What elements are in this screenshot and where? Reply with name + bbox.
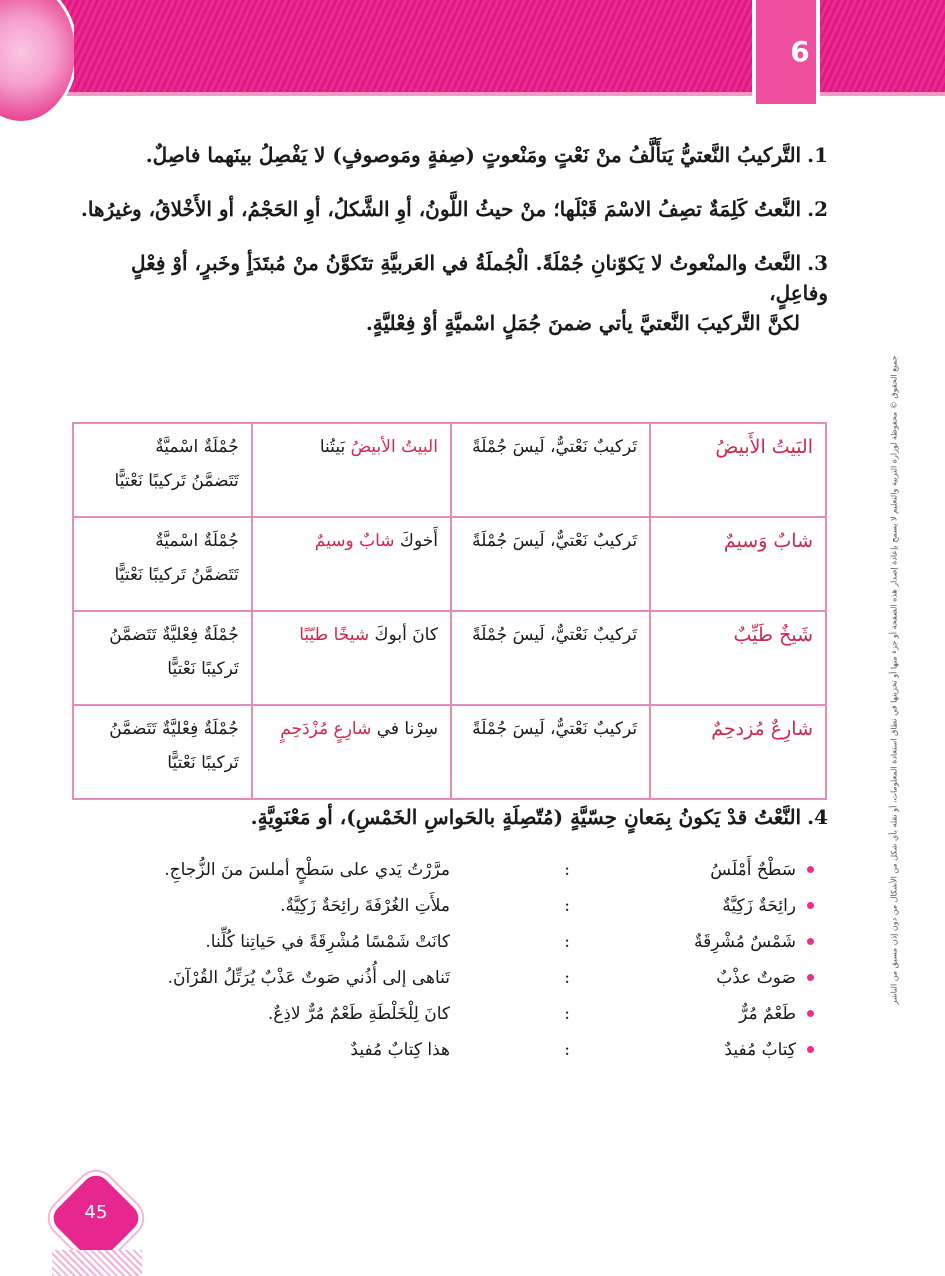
rule-number: 1. [807,143,828,167]
type-cell: تَركيبٌ نَعْتيٌّ، لَيسَ جُمْلَةً [451,423,650,517]
list-item [100,1004,820,1040]
category-line: جُمْلَةٌ فِعْليَّةٌ تَتَضمَّنُ [109,719,239,739]
examples-table [72,422,827,800]
sentence-cell [252,705,451,799]
sentence-after: بَيتُنا [319,437,351,457]
list-item [100,968,820,1004]
sense-colon: : [564,932,570,952]
category-cell [73,611,252,705]
category-line: تَركيبًا نَعْتيًّا [167,659,239,679]
bullet-icon [807,1046,814,1053]
bullet-icon [807,1010,814,1017]
sense-term: رائِحَةٌ زَكِيَّةٌ [722,896,796,916]
sense-colon: : [564,896,570,916]
rule-number: 2. [807,197,828,221]
footer-texture [52,1250,142,1276]
table-row [73,611,826,705]
rule-3 [68,248,828,338]
table-row [73,517,826,611]
category-line: تَتَضمَّنُ تَركيبًا نَعْتيًّا [114,471,239,491]
bullet-icon [807,902,814,909]
rule-text: النَّعتُ والمنْعوتُ لا يَكوّنانِ جُمْلَةً. الْجُملَةُ في العَربيَّةِ تتَكوَّنُ منْ مُبتَدَأٍ وخَبرٍ، أوْ فِعْلٍ وفاعِلٍ، [131,251,828,305]
sentence-highlight: شارِعٍ مُزْدَحِمٍ [280,719,372,739]
bullet-icon [807,938,814,945]
phrase-cell: شارِعٌ مُزدحِمٌ [650,705,826,799]
sense-list [100,860,820,1076]
list-item [100,896,820,932]
category-line: جُمْلَةٌ فِعْليَّةٌ تَتَضمَّنُ [109,625,239,645]
sentence-cell [252,517,451,611]
sentence-highlight: شابٌ وسيمٌ [314,531,395,551]
type-cell: تَركيبٌ نَعْتيٌّ، لَيسَ جُمْلَةً [451,611,650,705]
sense-term: شَمْسٌ مُشْرِقَةٌ [693,932,796,952]
sense-term: صَوتٌ عذْبٌ [716,968,796,988]
rule-2 [68,194,828,224]
sense-term: سَطْحٌ أَمْلَسُ [710,860,796,880]
rule-number: 4. [807,805,828,829]
category-line: جُمْلَةٌ اسْميَّةٌ [155,531,239,551]
copyright-side-note [886,300,902,1060]
list-item [100,932,820,968]
sense-term: طَعْمٌ مُرٌّ [739,1004,796,1024]
type-cell: تَركيبٌ نَعْتيٌّ، لَيسَ جُمْلَةً [451,705,650,799]
sense-example: تَناهى إلى أُذُني صَوتٌ عَذْبٌ يُرَتِّلُ القُرْآنَ. [167,968,450,988]
sense-example: ملأَتِ الغُرْفَةَ رائِحَةٌ زَكِيَّةٌ. [280,896,450,916]
category-line: جُمْلَةٌ اسْميَّةٌ [155,437,239,457]
header-decoration [0,0,74,130]
type-cell: تَركيبٌ نَعْتيٌّ، لَيسَ جُمْلَةً [451,517,650,611]
decorative-circle [0,0,74,124]
sense-colon: : [564,1004,570,1024]
sentence-highlight: شيخًا طيّبًا [299,625,370,645]
phrase-cell: شابٌ وَسيمٌ [650,517,826,611]
phrase-cell: شَيخٌ طَيِّبٌ [650,611,826,705]
rule-4 [68,802,828,832]
rule-continuation: لكنَّ التَّركيبَ النَّعتيَّ يأتي ضمنَ جُمَلٍ اسْميَّةٍ أوْ فِعْليَّةٍ. [365,311,800,335]
chapter-number: 6 [790,35,810,68]
table-row [73,705,826,799]
rule-number: 3. [807,251,828,275]
rule-text: النَّعْتُ قدْ يَكونُ بِمَعانٍ حِسّيَّةٍ (مُتّصِلَةٍ بالحَواسِ الخَمْسِ)، أو مَعْنَوِيَّةٍ. [250,805,802,829]
page-number: 45 [84,1202,108,1223]
sense-colon: : [564,1040,570,1060]
bullet-icon [807,974,814,981]
sense-example: كانَ لِلْخَلْطَةِ طَعْمٌ مُرٌّ لاذِعٌ. [267,1004,450,1024]
sense-example: كانَتْ شَمْسًا مُشْرِقَةً في حَياتِنا كُلِّنا. [205,932,450,952]
list-item [100,1040,820,1076]
rule-text: التَّركيبُ النَّعتيُّ يَتأَلَّفُ منْ نَعْتٍ ومَنْعوتٍ (صِفةٍ ومَوصوفٍ) لا يَفْصِلُ بينَهما فاصِلٌ. [145,143,802,167]
bullet-icon [807,866,814,873]
sentence-highlight: البيتُ الأبيضُ [350,437,438,457]
category-cell [73,705,252,799]
copyright-text: جميع الحقوق © محفوظة لوزارة التربية والتعليم لا يسمح بإعادة إصدار هذه الصفحة أو جزء منها أو تخزينها في نطاق استعادة المعلومات، أو نقله بأي شكل من الأشكال من دون إذن مسبق من الناشر [889,355,899,1005]
rule-1 [68,140,828,170]
list-item [100,860,820,896]
category-cell [73,423,252,517]
sense-colon: : [564,860,570,880]
sentence-before: أَخوكَ [394,531,438,551]
sentence-before: سِرْنا في [371,719,438,739]
table-row [73,423,826,517]
sense-term: كِتابٌ مُفيدٌ [724,1040,796,1060]
category-cell [73,517,252,611]
sense-example: هذا كِتابٌ مُفيدٌ [350,1040,450,1060]
category-line: تَركيبًا نَعْتيًّا [167,753,239,773]
sentence-before: كانَ أبوكَ [369,625,438,645]
phrase-cell: البَيتُ الأَبيضُ [650,423,826,517]
sense-colon: : [564,968,570,988]
sentence-cell [252,611,451,705]
rule-text: النَّعتُ كَلِمَةٌ تصِفُ الاسْمَ قَبْلَها؛ منْ حيثُ اللَّونُ، أوِ الشَّكلُ، أوِ الحَجْمُ، أو الأَخْلاقُ، وغيرُها. [80,197,802,221]
sense-example: مرَّرْتُ يَدي على سَطْحٍ أملسَ منَ الزُّجاجِ. [164,860,450,880]
sentence-cell [252,423,451,517]
category-line: تَتَضمَّنُ تَركيبًا نَعْتيًّا [114,565,239,585]
